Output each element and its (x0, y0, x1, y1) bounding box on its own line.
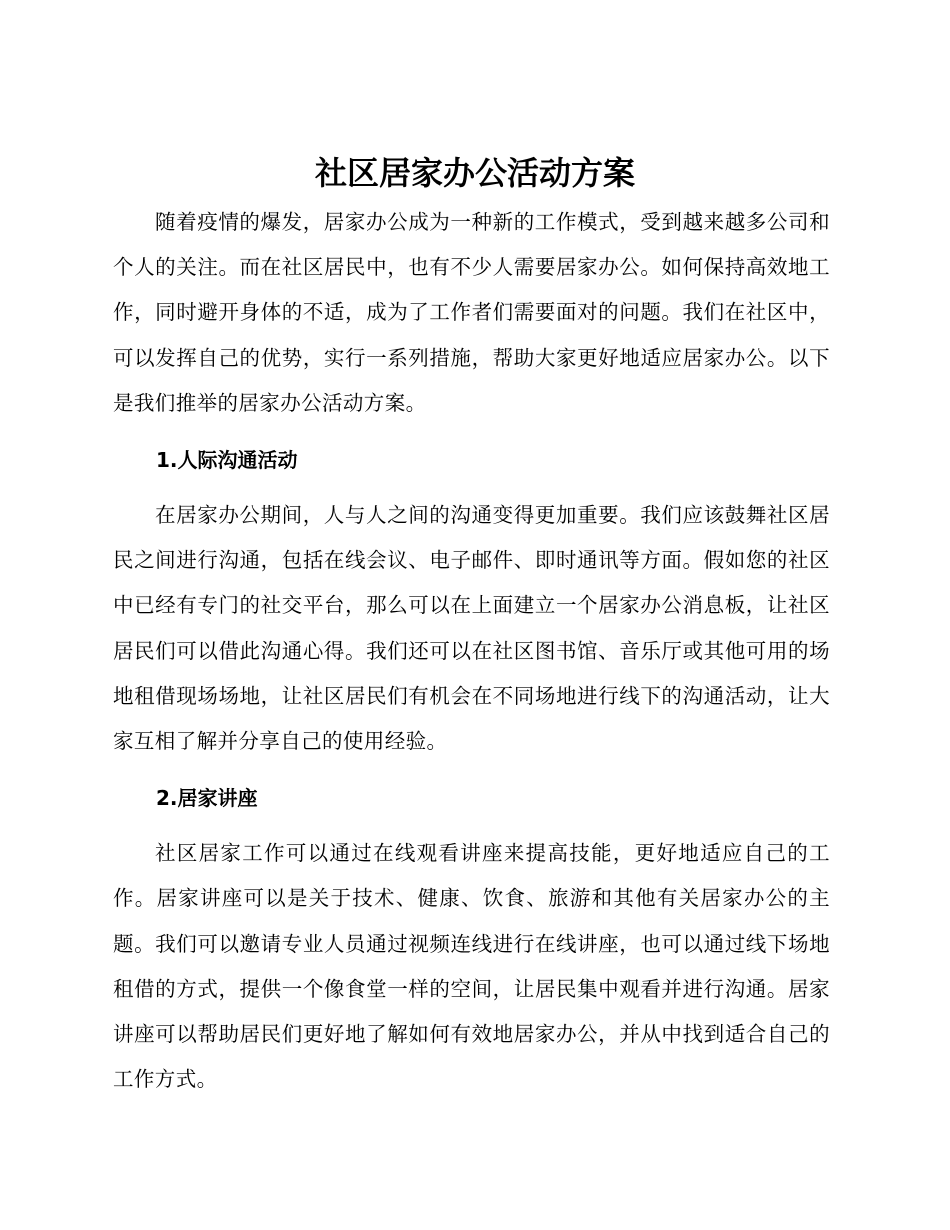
spacer (113, 764, 830, 776)
document-title: 社区居家办公活动方案 (314, 154, 635, 192)
section-heading-communication: 1.人际沟通活动 (156, 448, 298, 473)
spacer (113, 483, 830, 493)
intro-paragraph: 随着疫情的爆发，居家办公成为一种新的工作模式，受到越来越多公司和个人的关注。而在社区居民中，也有不少人需要居家办公。如何保持高效地工作，同时避开身体的不适，成为了工作者们需要面对的问题。我们在社区中，可以发挥自己的优势，实行一系列措施，帮助大家更好地适应居家办公。以下是我们推举的居家办公活动方案。 (113, 210, 830, 415)
document-body (113, 200, 830, 1102)
spacer (113, 426, 830, 438)
spacer (113, 821, 830, 831)
section-body-lecture: 社区居家工作可以通过在线观看讲座来提高技能，更好地适应自己的工作。居家讲座可以是关于技术、健康、饮食、旅游和其他有关居家办公的主题。我们可以邀请专业人员通过视频连线进行在线讲座，也可以通过线下场地租借的方式，提供一个像食堂一样的空间，让居民集中观看并进行沟通。居家讲座可以帮助居民们更好地了解如何有效地居家办公，并从中找到适合自己的工作方式。 (113, 841, 830, 1092)
section-body-communication: 在居家办公期间，人与人之间的沟通变得更加重要。我们应该鼓舞社区居民之间进行沟通，包括在线会议、电子邮件、即时通讯等方面。假如您的社区中已经有专门的社交平台，那么可以在上面建立一个居家办公消息板，让社区居民们可以借此沟通心得。我们还可以在社区图书馆、音乐厅或其他可用的场地租借现场场地，让社区居民们有机会在不同场地进行线下的沟通活动，让大家互相了解并分享自己的使用经验。 (113, 503, 830, 754)
section-heading-lecture: 2.居家讲座 (156, 786, 258, 811)
